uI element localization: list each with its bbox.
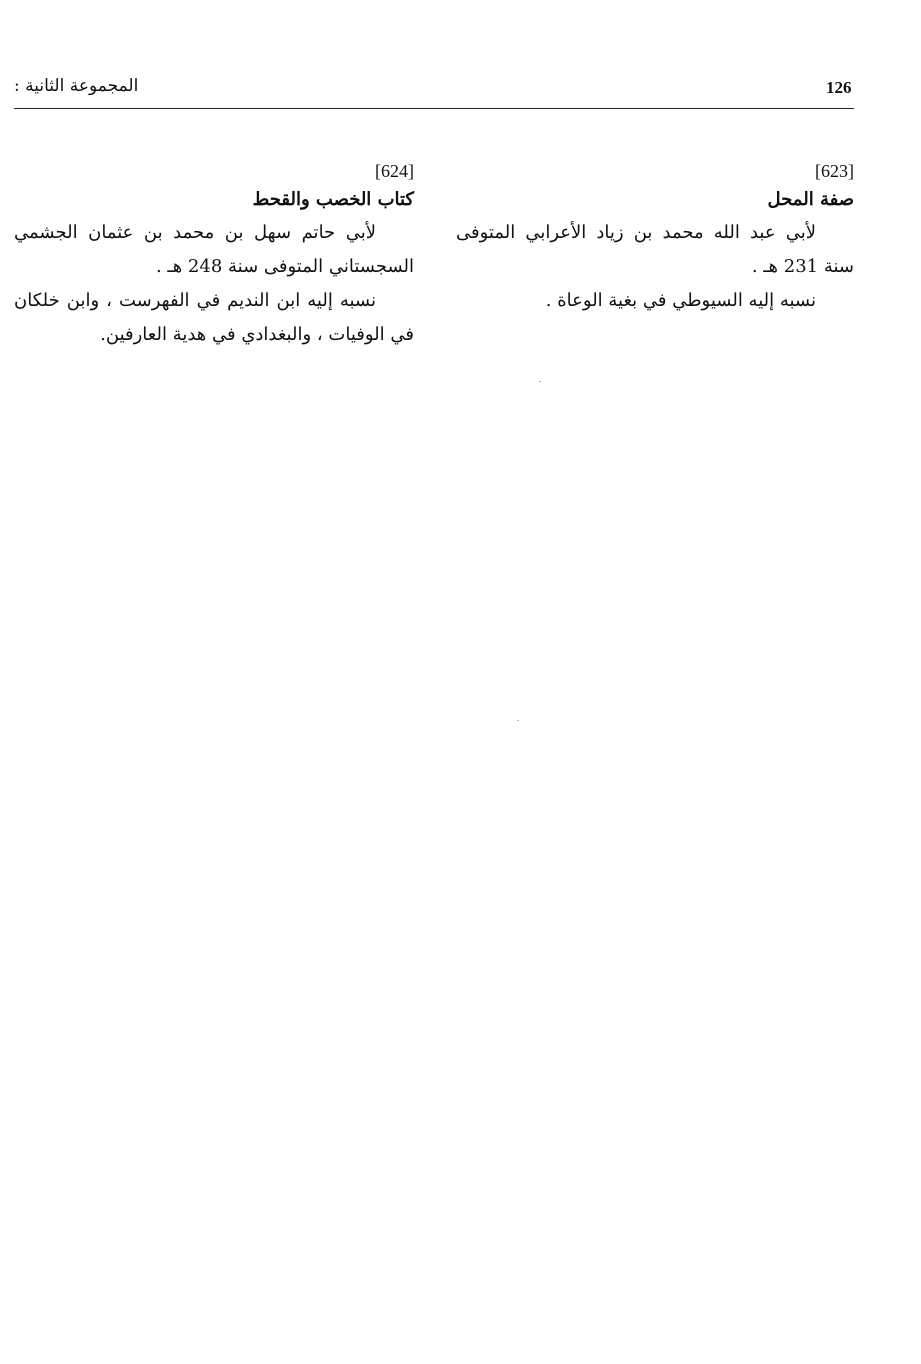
entry-paragraph: لأبي عبد الله محمد بن زياد الأعرابي المتوفى سنة 231 هـ .: [456, 222, 854, 277]
entry-paragraph: نسبه إليه ابن النديم في الفهرست ، وابن خلكان في الوفيات ، والبغدادي في هدية العارفين.: [14, 290, 414, 345]
entry-paragraph: لأبي حاتم سهل بن محمد بن عثمان الجشمي السجستاني المتوفى سنة 248 هـ .: [14, 222, 414, 277]
entry-title: صفة المحل: [767, 189, 854, 210]
page-number: 126: [826, 78, 852, 97]
header-rule: [14, 108, 854, 109]
entry-624: [14, 158, 414, 352]
entry-paragraph: نسبه إليه السيوطي في بغية الوعاة .: [545, 290, 816, 311]
entry-623: [456, 158, 854, 318]
running-title: المجموعة الثانية :: [14, 76, 139, 96]
scan-speck: [517, 720, 519, 721]
entry-title: كتاب الخصب والقحط: [252, 189, 414, 210]
entry-number: [624]: [375, 161, 414, 181]
entry-number: [623]: [815, 161, 854, 181]
scan-speck: [539, 381, 541, 382]
